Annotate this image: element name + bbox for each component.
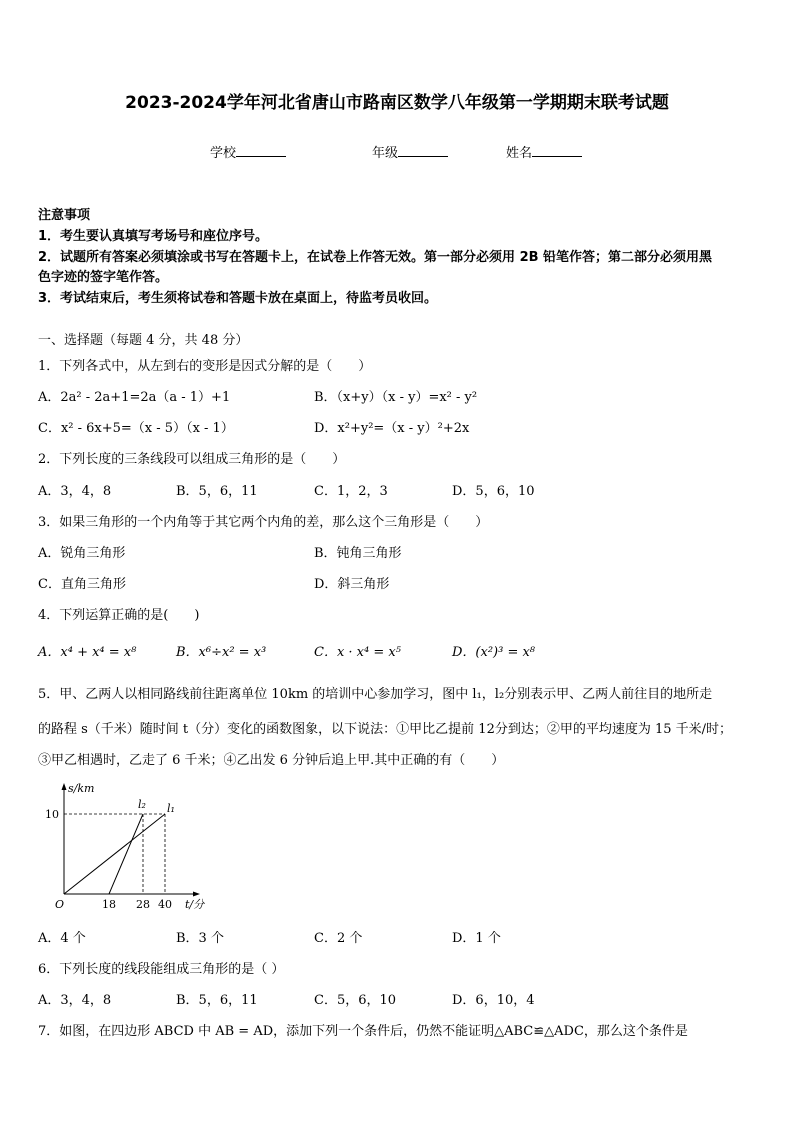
page-title: 2023-2024学年河北省唐山市路南区数学八年级第一学期期末联考试题 [125,93,669,113]
q2-option-c: C．1，2，3 [314,484,388,499]
question-2-stem: 2．下列长度的三条线段可以组成三角形的是（ ） [38,452,346,467]
question-6-stem: 6．下列长度的线段能组成三角形的是（ ） [38,962,285,977]
name-blank [532,144,582,157]
x-axis-label: t/分 [185,898,205,911]
q5-option-b: B．3 个 [176,931,224,946]
x-tick-28: 28 [136,898,150,911]
origin-label: O [55,898,65,911]
q1-option-a: A．2a² - 2a+1=2a（a - 1）+1 [38,390,231,405]
q3-option-d: D．斜三角形 [314,577,390,592]
y-tick-10: 10 [45,808,59,821]
notice-item: 3．考试结束后，考生须将试卷和答题卡放在桌面上，待监考员收回。 [38,291,438,306]
question-5-stem-line3: ③甲乙相遇时，乙走了 6 千米；④乙出发 6 分钟后追上甲.其中正确的有（ ） [38,753,505,768]
q4-option-a: A．x⁴ + x⁴ = x⁸ [38,645,137,660]
q1-option-d: D．x²+y²=（x - y）²+2x [314,421,470,436]
notice-item: 1．考生要认真填写考场号和座位序号。 [38,229,269,244]
school-field [210,142,286,161]
x-tick-18: 18 [102,898,116,911]
grade-blank [398,144,448,157]
q6-option-c: C．5，6，10 [314,993,397,1008]
question-7-stem: 7．如图，在四边形 ABCD 中 AB = AD，添加下列一个条件后，仍然不能证明△ABC≌△ADC，那么这个条件是 [38,1024,688,1039]
grade-field [372,142,448,161]
question-5-stem-line1: 5．甲、乙两人以相同路线前往距离单位 10km 的培训中心参加学习，图中 l₁，l₂分别表示甲、乙两人前往目的地所走 [38,687,713,702]
q6-option-b: B．5，6，11 [176,993,258,1008]
x-tick-40: 40 [158,898,172,911]
q1-option-c: C．x² - 6x+5=（x - 5）（x - 1） [38,421,234,436]
q2-option-b: B．5，6，11 [176,484,258,499]
school-label: 学校 [210,146,237,161]
question-5-stem-line2: 的路程 s（千米）随时间 t（分）变化的函数图象，以下说法：①甲比乙提前 12分到达；②甲的平均速度为 15 千米/时； [38,722,733,737]
q5-option-c: C．2 个 [314,931,363,946]
question-1-stem: 1．下列各式中，从左到右的变形是因式分解的是（ ） [38,359,372,374]
q3-option-c: C．直角三角形 [38,577,126,592]
question-3-stem: 3．如果三角形的一个内角等于其它两个内角的差，那么这个三角形是（ ） [38,515,489,530]
q2-option-a: A．3，4，8 [38,484,112,499]
school-blank [236,144,286,157]
name-label: 姓名 [506,146,533,161]
q6-option-a: A．3，4，8 [38,993,112,1008]
q3-option-a: A．锐角三角形 [38,546,126,561]
q2-option-d: D．5，6，10 [452,484,535,499]
l2-label: l₂ [138,798,146,811]
q1-option-b: B．（x+y）（x - y）=x² - y² [314,390,478,405]
x-axis-arrow [193,892,200,897]
l1-label: l₁ [167,802,175,815]
q5-option-d: D．1 个 [452,931,501,946]
question-4-stem: 4．下列运算正确的是( ) [38,608,200,623]
notice-item: 2．试题所有答案必须填涂或书写在答题卡上，在试卷上作答无效。第一部分必须用 2B 铅笔作答；第二部分必须用黑 [38,250,713,265]
notice-item: 色字迹的签字笔作答。 [38,270,169,285]
q4-option-b: B．x⁶÷x² = x³ [176,645,267,660]
q3-option-b: B．钝角三角形 [314,546,402,561]
distance-time-graph [42,780,222,915]
q5-option-a: A．4 个 [38,931,86,946]
q4-option-d: D．(x²)³ = x⁸ [452,645,536,660]
notice-heading: 注意事项 [38,208,91,223]
section-heading: 一、选择题（每题 4 分，共 48 分） [38,333,249,348]
y-axis-arrow [62,783,67,790]
y-axis-label: s/km [68,782,95,795]
grade-label: 年级 [372,146,399,161]
q6-option-d: D．6，10，4 [452,993,535,1008]
q4-option-c: C．x · x⁴ = x⁵ [314,645,401,660]
name-field [506,142,582,161]
